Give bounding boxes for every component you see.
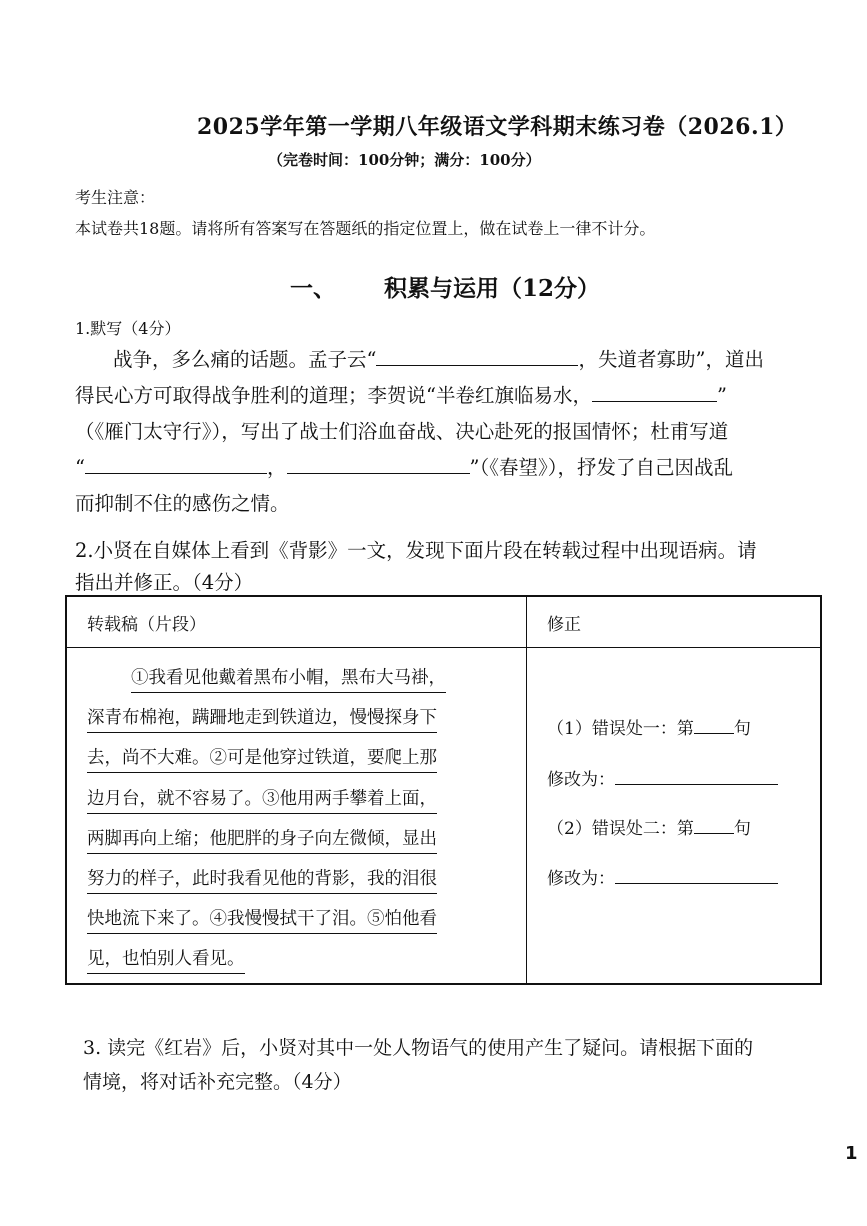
error-2-unit: 句	[733, 819, 751, 839]
error-1-blank[interactable]	[694, 717, 734, 734]
fragment-line: 深青布棉袍，蹒跚地走到铁道边，慢慢探身下	[87, 706, 437, 733]
fix-2-line	[547, 864, 778, 889]
fragment-line: 两脚再向上缩；他肥胖的身子向左微倾，显出	[87, 827, 437, 854]
q1-text: ”（《春望》），抒发了自己因战乱	[469, 456, 733, 479]
col-header-correction: 修正	[527, 596, 822, 648]
q3-line-1: 3. 读完《红岩》后，小贤对其中一处人物语气的使用产生了疑问。请根据下面的	[83, 1037, 754, 1059]
fix-2-blank[interactable]	[615, 867, 778, 884]
fragment-cell	[66, 648, 527, 985]
q1-text: 得民心方可取得战争胜利的道理；李贺说“半卷红旗临易水，	[75, 384, 592, 407]
answer-blank-4[interactable]	[287, 453, 470, 474]
q2-line-1: 2.小贤在自媒体上看到《背影》一文，发现下面片段在转载过程中出现语病。请	[75, 539, 757, 562]
section-heading	[290, 270, 600, 303]
error-2-label: （2）错误处二：第	[547, 819, 694, 839]
col-header-fragment: 转载稿（片段）	[66, 596, 527, 648]
error-1-label: （1）错误处一：第	[547, 719, 694, 739]
q1-line-5: 而抑制不住的感伤之情。	[75, 492, 290, 515]
section-number: 一、	[290, 275, 336, 302]
q1-text: ，	[266, 456, 287, 479]
fragment-table	[65, 595, 822, 985]
q1-line-4	[75, 452, 733, 480]
q1-line-2	[75, 380, 727, 408]
notice-text: 本试卷共18题。请将所有答案写在答题纸的指定位置上，做在试卷上一律不计分。	[75, 219, 656, 238]
exam-subtitle: （完卷时间：100分钟；满分：100分）	[268, 151, 541, 169]
error-2-blank[interactable]	[694, 817, 734, 834]
notice-label: 考生注意：	[75, 188, 156, 207]
exam-title: 2025学年第一学期八年级语文学科期末练习卷（2026.1）	[197, 114, 798, 140]
q1-text: ”	[716, 384, 727, 407]
fragment-line: 快地流下来了。④我慢慢拭干了泪。⑤怕他看	[87, 907, 437, 934]
error-1-line	[547, 714, 751, 739]
fix-1-line	[547, 765, 778, 790]
q1-line-3: （《雁门太守行》），写出了战士们浴血奋战、决心赴死的报国情怀；杜甫写道	[75, 420, 729, 443]
q2-line-2: 指出并修正。（4分）	[75, 571, 254, 594]
error-2-line	[547, 814, 751, 839]
q1-text: ，失道者寡助”，道出	[578, 348, 764, 371]
section-name: 积累与运用（12分）	[384, 275, 601, 302]
fix-1-blank[interactable]	[615, 768, 778, 785]
q1-label: 1.默写（4分）	[75, 319, 181, 338]
page-number: 1	[845, 1143, 858, 1164]
fragment-line: 边月台，就不容易了。③他用两手攀着上面，	[87, 787, 437, 814]
q1-line-1	[113, 344, 764, 372]
fragment-line: 去，尚不大难。②可是他穿过铁道，要爬上那	[87, 746, 437, 773]
error-1-unit: 句	[733, 719, 751, 739]
answer-blank-3[interactable]	[85, 453, 267, 474]
answer-blank-2[interactable]	[592, 381, 717, 402]
fragment-line: 努力的样子，此时我看见他的背影，我的泪很	[87, 867, 437, 894]
q1-text: 战争，多么痛的话题。孟子云“	[113, 348, 377, 371]
q1-text: “	[75, 456, 85, 479]
correction-cell	[527, 648, 822, 985]
fragment-line: 见，也怕别人看见。	[87, 947, 245, 974]
q3-line-2: 情境，将对话补充完整。（4分）	[83, 1071, 352, 1093]
fix-1-label: 修改为：	[547, 770, 615, 790]
fix-2-label: 修改为：	[547, 869, 615, 889]
fragment-line: ①我看见他戴着黑布小帽，黑布大马褂，	[131, 666, 446, 693]
answer-blank-1[interactable]	[376, 345, 578, 366]
